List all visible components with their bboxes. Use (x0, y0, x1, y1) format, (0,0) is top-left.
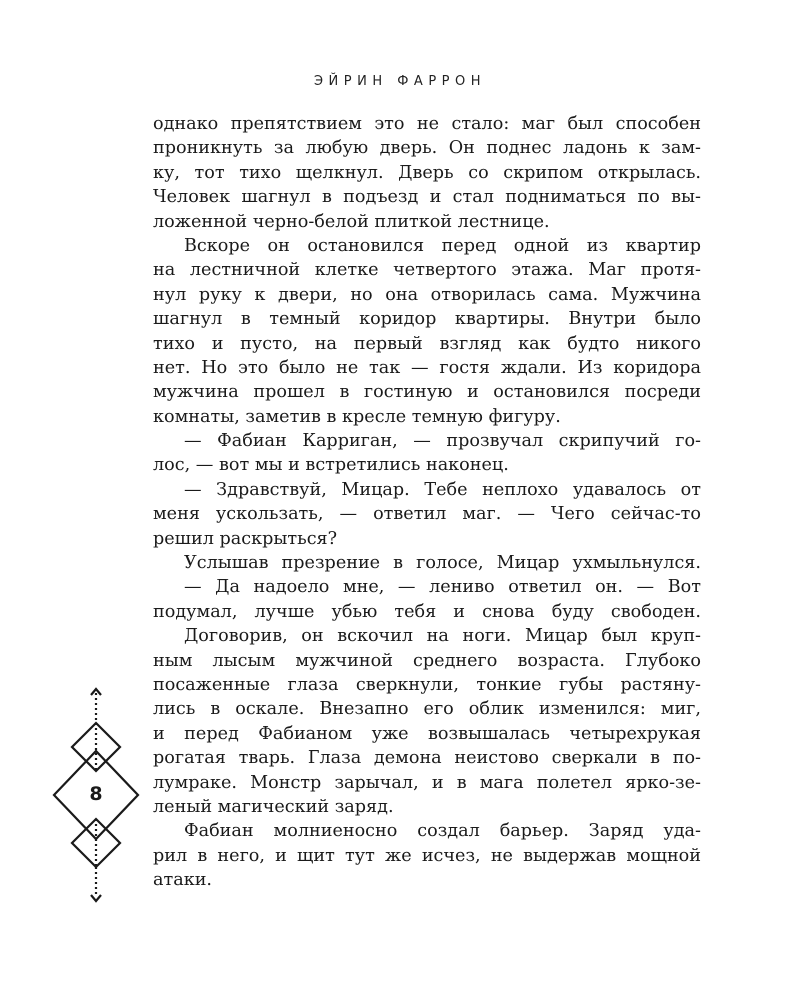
text-line: решил раскрыться? (153, 528, 338, 549)
text-line: — Здравствуй, Мицар. Тебе неплохо удавалось от (184, 479, 701, 500)
text-line: Человек шагнул в подъезд и стал подниматься по вы- (153, 187, 701, 208)
text-line: рогатая тварь. Глаза демона неистово сверкали в по- (153, 748, 701, 769)
text-line: посаженные глаза сверкнули, тонкие губы растяну- (153, 674, 701, 695)
text-line: нет. Но это было не так — гостя ждали. Из коридора (153, 357, 701, 378)
text-line: меня ускользать, — ответил маг. — Чего сейчас-то (153, 504, 701, 525)
text-line: лумраке. Монстр зарычал, и в мага полетел ярко-зе- (153, 772, 701, 793)
text-line: леный магический заряд. (153, 796, 394, 817)
text-line: ным лысым мужчиной среднего возраста. Глубоко (153, 650, 701, 671)
text-line: шагнул в темный коридор квартиры. Внутри было (153, 309, 701, 330)
text-line: — Да надоело мне, — лениво ответил он. — Вот (184, 577, 701, 598)
text-line: мужчина прошел в гостиную и остановился посреди (153, 382, 701, 403)
text-line: и перед Фабианом уже возвышалась четырехрукая (153, 723, 701, 744)
text-line: на лестничной клетке четвертого этажа. Маг протя- (153, 260, 701, 281)
text-line: однако препятствием это не стало: маг был способен (153, 114, 701, 134)
text-line: Договорив, он вскочил на ноги. Мицар был круп- (184, 626, 701, 647)
text-line: лись в оскале. Внезапно его облик изменился: миг, (153, 699, 701, 720)
text-line: атаки. (153, 870, 213, 891)
text-line: тихо и пусто, на первый взгляд как будто никого (153, 333, 701, 354)
running-title: ЭЙРИН ФАРРОН (313, 74, 487, 89)
text-line: — Фабиан Карриган, — прозвучал скрипучий го- (184, 431, 701, 452)
text-line: проникнуть за любую дверь. Он поднес ладонь к зам- (153, 138, 701, 159)
body-text (153, 112, 701, 893)
text-line: нул руку к двери, но она отворилась сама. Мужчина (153, 284, 701, 305)
text-line: комнаты, заметив в кресле темную фигуру. (153, 406, 561, 427)
text-line: ложенной черно-белой плиткой лестнице. (153, 211, 550, 232)
text-line: подумал, лучше убью тебя и снова буду свободен. (153, 601, 701, 622)
text-line: рил в него, и щит тут же исчез, не выдержав мощной (153, 845, 701, 866)
text-line: Вскоре он остановился перед одной из квартир (184, 235, 701, 256)
text-line: ку, тот тихо щелкнул. Дверь со скрипом открылась. (153, 162, 701, 183)
text-line: Услышав презрение в голосе, Мицар ухмыльнулся. (184, 553, 701, 574)
text-line: лос, — вот мы и встретились наконец. (153, 455, 509, 476)
page-number: 8 (89, 783, 103, 805)
text-line: Фабиан молниеносно создал барьер. Заряд уда- (184, 821, 701, 842)
